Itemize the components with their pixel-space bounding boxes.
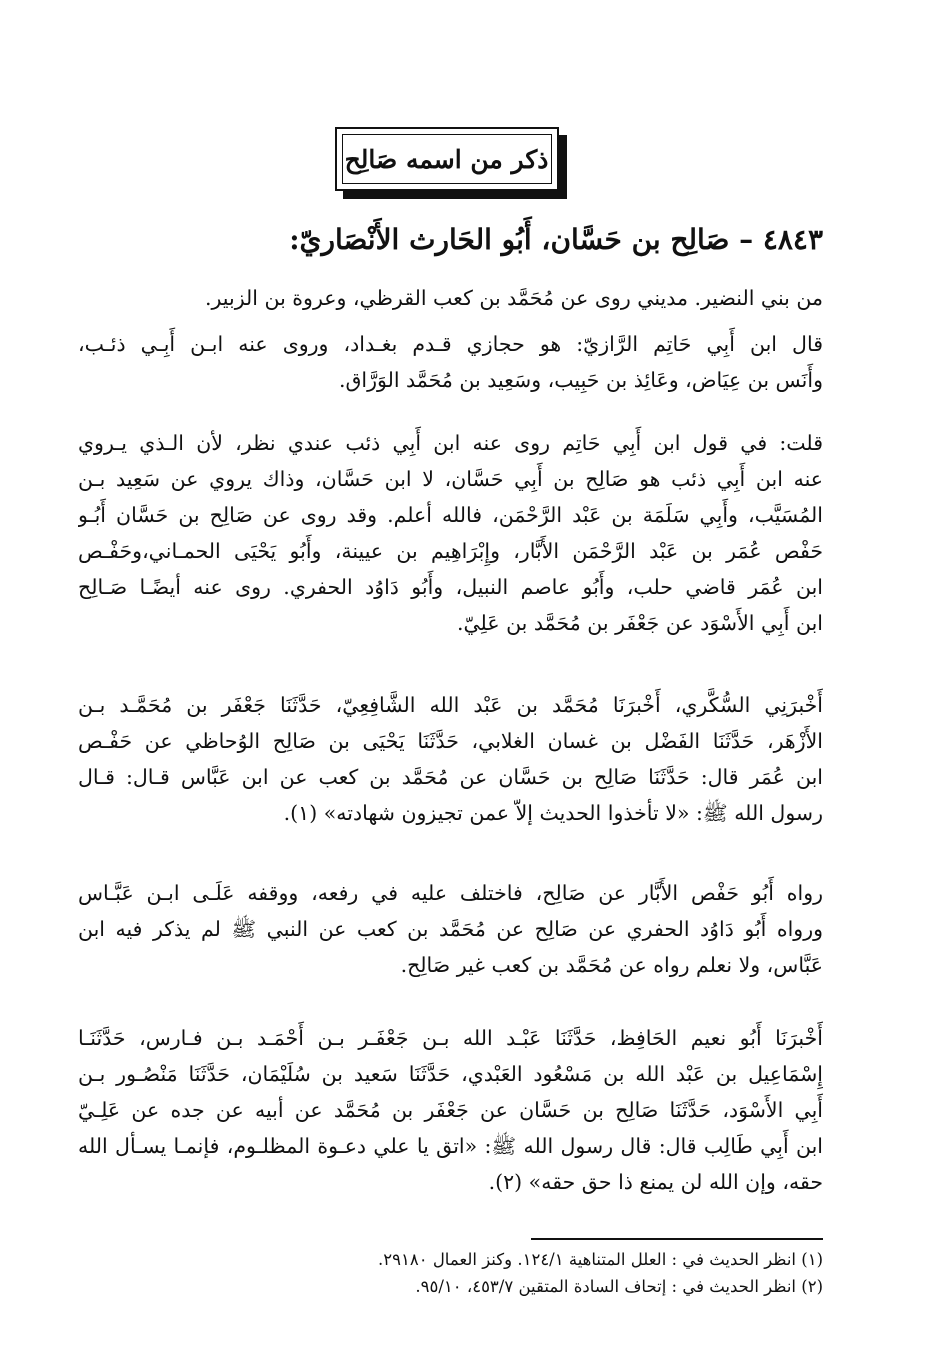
paragraph-line: وأَنَس بن عِيَاض، وعَائِذ بن حَبِيب، وسَعِيد بن مُحَمَّد الوَرَّاق. <box>338 368 823 392</box>
paragraph-line: من بني النضير. مديني روى عن مُحَمَّد بن كعب القرظي، وعروة بن الزبير. <box>204 286 823 310</box>
footnote-divider <box>531 1238 823 1240</box>
footnote-1: (١) انظر الحديث في : العلل المتناهية ١٢٤/١. وكنز العمال ٢٩١٨٠. <box>378 1250 823 1269</box>
paragraph-6 <box>78 1020 823 1200</box>
paragraph-line: المُسَيَّب، وأَبِي سَلَمَة بن عَبْد الرَّحْمَن، فالله أعلم. وقد روى عن صَالِح بن حَسَّان أَبُـو <box>78 503 823 527</box>
paragraph-line: ابن عُمَر قال: حَدَّثَنَا صَالِح بن حَسَّان عن مُحَمَّد بن كعب عن ابن عَبَّاس قـال: قـال <box>78 765 823 789</box>
paragraph-line: عَبَّاس، ولا نعلم رواه عن مُحَمَّد بن كعب غير صَالِح. <box>400 953 823 977</box>
entry-heading: ٤٨٤٣ – صَالِح بن حَسَّان، أَبُو الحَارث الأَنْصَاريّ: <box>289 223 823 256</box>
paragraph-line: أَخْبرَنَا أَبُو نعيم الحَافِظ، حَدَّثَنَا عَبْـد الله بـن جَعْفَـر بـن أَحْمَـد بـن فـارس، حَدَّثَنَـا <box>78 1026 823 1050</box>
paragraph-line: حَفْص عُمَر بن عَبْد الرَّحْمَن الأَبَّار، وإِبْرَاهِيم بن عيينة، وأَبُو يَحْيَى الحمـاني،وحَفْـص <box>78 539 823 563</box>
section-title: ذكر من اسمه صَالِح <box>342 134 552 184</box>
document-page <box>78 0 823 1357</box>
paragraph-line: إِسْمَاعِيل بن عَبْد الله بن مَسْعُود العَبْدي، حَدَّثَنَا سَعيد بن سُلَيْمَان، حَدَّثَنَا مَنْصُـور بـن <box>78 1062 823 1086</box>
paragraph-line: رسول الله ﷺ: «لا تأخذوا الحديث إلاّ عمن تجيزون شهادته» (١). <box>283 801 823 825</box>
paragraph-line: قلت: في قول ابن أَبِي حَاتِم روى عنه ابن أَبِي ذئب عندي نظر، لأن الـذي يـروي <box>78 431 823 455</box>
paragraph-line: رواه أَبُو حَفْص الأَبَّار عن صَالِح، فاختلف عليه في رفعه، ووقفه عَلَـى ابـن عَبَّـاس <box>78 881 823 905</box>
paragraph-line: عنه ابن أَبِي ذئب هو صَالِح بن أَبِي حَسَّان، لا ابن حَسَّان، وذاك يروي عن سَعِيد بـن <box>78 467 823 491</box>
paragraph-line: أَبِي الأَسْوَد، حَدَّثَنَا صَالِح بن حَسَّان عن جَعْفَر بن مُحَمَّد عن أبيه عن جده عن عَلِـيّ <box>78 1098 823 1122</box>
paragraph-3 <box>78 425 823 641</box>
paragraph-line: حقه، وإن الله لن يمنع ذا حق حقه» (٢). <box>488 1170 823 1194</box>
section-title-frame <box>335 127 567 199</box>
paragraph-5 <box>78 875 823 983</box>
section-title-box <box>335 127 559 191</box>
paragraph-line: ابن عُمَر قاضي حلب، وأَبُو عاصم النبيل، وأَبُو دَاوُد الحفري. روى عنه أيضًـا صَـالِح <box>78 575 823 599</box>
paragraph-1 <box>78 280 823 316</box>
paragraph-line: قال ابن أَبِي حَاتِم الرَّازيّ: هو حجازي قـدم بغـداد، وروى عنه ابـن أَبِـي ذئـب، <box>78 332 823 356</box>
paragraph-line: ابن أَبِي الأَسْوَد عن جَعْفَر بن مُحَمَّد بن عَلِيّ. <box>456 611 823 635</box>
paragraph-line: أَخْبرَنِي السُّكَّري، أَخْبرَنَا مُحَمَّد بن عَبْد الله الشَّافِعِيّ، حَدَّثَنَا جَعْفَر بن مُحَمَّـد بـن <box>78 693 823 717</box>
footnotes <box>78 1246 823 1300</box>
paragraph-line: ورواه أَبُو دَاوُد الحفري عن صَالِح عن مُحَمَّد بن كعب عن النبي ﷺ لم يذكر فيه ابن <box>78 917 823 941</box>
paragraph-line: الأَزْهَر، حَدَّثَنَا الفَضْل بن غسان الغلابي، حَدَّثَنَا يَحْيَى بن صَالِح الوُحاظي عن حَفْـص <box>78 729 823 753</box>
paragraph-4 <box>78 687 823 831</box>
paragraph-2 <box>78 326 823 398</box>
footnote-2: (٢) انظر الحديث في : إتحاف السادة المتقين ٤٥٣/٧، ٩٥/١٠. <box>415 1277 823 1296</box>
paragraph-line: ابن أَبِي طَالِب قال: قال رسول الله ﷺ: «اتق يا علي دعـوة المظلـوم، فإنمـا يسـأل الله <box>78 1134 823 1158</box>
